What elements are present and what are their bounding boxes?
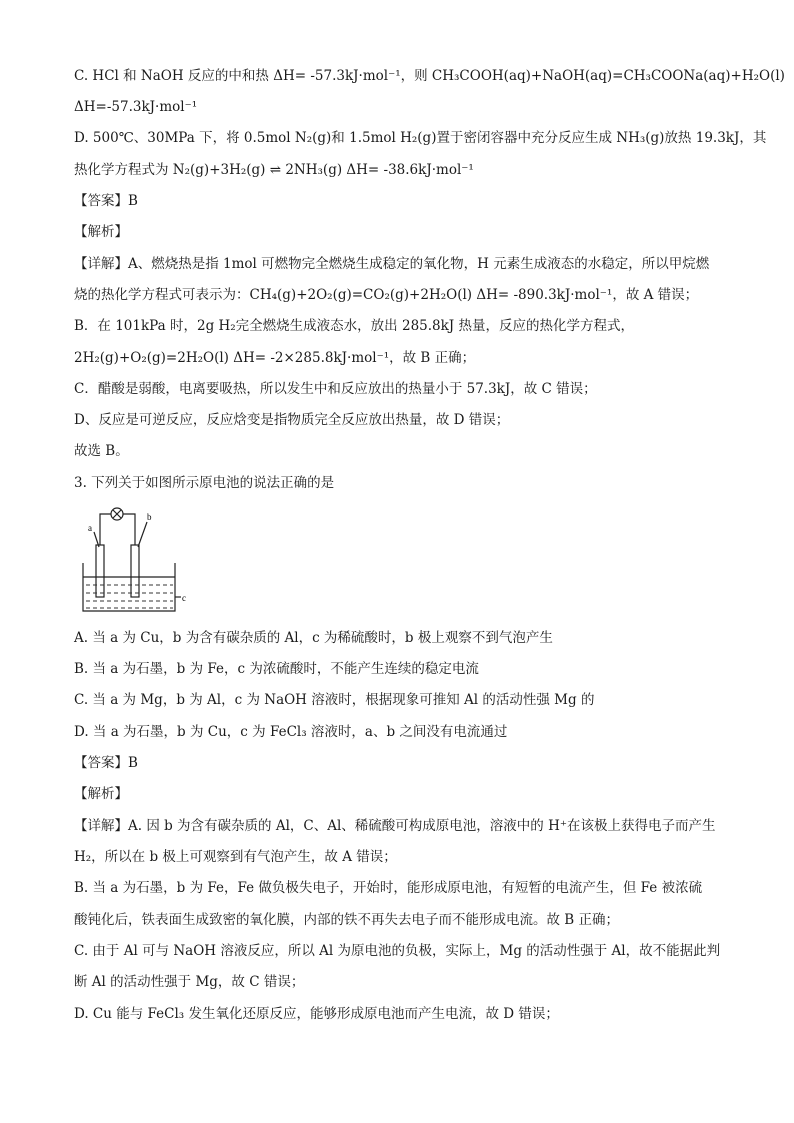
q3-option-d: D. 当 a 为石墨，b 为 Cu，c 为 FeCl₃ 溶液时，a、b 之间没有电流通过 xyxy=(74,724,508,740)
q3-detail-line7: D. Cu 能与 FeCl₃ 发生氧化还原反应，能够形成原电池而产生电流，故 D 错误； xyxy=(74,1006,559,1022)
galvanic-cell-diagram xyxy=(80,505,190,617)
q3-option-c: C. 当 a 为 Mg，b 为 Al，c 为 NaOH 溶液时，根据现象可推知 Al 的活动性强 Mg 的 xyxy=(74,692,595,708)
q2-conclusion: 故选 B。 xyxy=(74,443,129,459)
q3-answer: 【答案】B xyxy=(74,755,138,771)
q3-detail-line6: 断 Al 的活动性强于 Mg，故 C 错误； xyxy=(74,974,305,990)
q2-detail-line6: D、反应是可逆反应，反应焓变是指物质完全反应放出热量，故 D 错误； xyxy=(74,412,510,428)
q2-option-d-line1: D. 500℃、30MPa 下，将 0.5mol N₂(g)和 1.5mol H₂(g)置于密闭容器中充分反应生成 NH₃(g)放热 19.3kJ，其 xyxy=(74,130,767,146)
q2-option-c-line2: ΔH=-57.3kJ·mol⁻¹ xyxy=(74,99,198,115)
q2-analysis-label: 【解析】 xyxy=(74,224,128,240)
q2-detail-line5: C．醋酸是弱酸，电离要吸热，所以发生中和反应放出的热量小于 57.3kJ，故 C 错误； xyxy=(74,381,597,397)
q2-detail-line3: B．在 101kPa 时，2g H₂完全燃烧生成液态水，放出 285.8kJ 热量，反应的热化学方程式， xyxy=(74,318,635,334)
q2-option-c-line1: C. HCl 和 NaOH 反应的中和热 ΔH= -57.3kJ·mol⁻¹，则 CH₃COOH(aq)+NaOH(aq)=CH₃COONa(aq)+H₂O(l) xyxy=(74,68,785,84)
q3-detail-line5: C. 由于 Al 可与 NaOH 溶液反应，所以 Al 为原电池的负极，实际上，Mg 的活动性强于 Al，故不能据此判 xyxy=(74,943,721,959)
label-b: b xyxy=(147,512,152,522)
label-a: a xyxy=(88,523,92,533)
q2-answer: 【答案】B xyxy=(74,193,138,209)
q3-detail-line2: H₂，所以在 b 极上可观察到有气泡产生，故 A 错误； xyxy=(74,849,397,865)
q3-detail-line3: B. 当 a 为石墨，b 为 Fe，Fe 做负极失电子，开始时，能形成原电池，有短暂的电流产生，但 Fe 被浓硫 xyxy=(74,880,703,896)
q3-detail-line1: 【详解】A. 因 b 为含有碳杂质的 Al，C、Al、稀硫酸可构成原电池，溶液中的 H⁺在该极上获得电子而产生 xyxy=(74,818,716,834)
q3-detail-line4: 酸钝化后，铁表面生成致密的氧化膜，内部的铁不再失去电子而不能形成电流。故 B 正确； xyxy=(74,912,620,928)
q2-option-d-line2: 热化学方程式为 N₂(g)+3H₂(g) ⇌ 2NH₃(g) ΔH= -38.6kJ·mol⁻¹ xyxy=(74,162,474,178)
q2-detail-line4: 2H₂(g)+O₂(g)=2H₂O(l) ΔH= -2×285.8kJ·mol⁻¹，故 B 正确； xyxy=(74,350,476,366)
q3-stem: 3. 下列关于如图所示原电池的说法正确的是 xyxy=(74,475,335,491)
q2-detail-line2: 烧的热化学方程式可表示为：CH₄(g)+2O₂(g)=CO₂(g)+2H₂O(l) ΔH= -890.3kJ·mol⁻¹，故 A 错误； xyxy=(74,287,699,303)
label-c: c xyxy=(182,593,186,603)
q3-analysis-label: 【解析】 xyxy=(74,786,128,802)
q2-detail-line1: 【详解】A、燃烧热是指 1mol 可燃物完全燃烧生成稳定的氧化物，H 元素生成液态的水稳定，所以甲烷燃 xyxy=(74,256,710,272)
q3-option-b: B. 当 a 为石墨，b 为 Fe，c 为浓硫酸时，不能产生连续的稳定电流 xyxy=(74,661,479,677)
q3-option-a: A. 当 a 为 Cu，b 为含有碳杂质的 Al，c 为稀硫酸时，b 极上观察不到气泡产生 xyxy=(74,630,553,646)
